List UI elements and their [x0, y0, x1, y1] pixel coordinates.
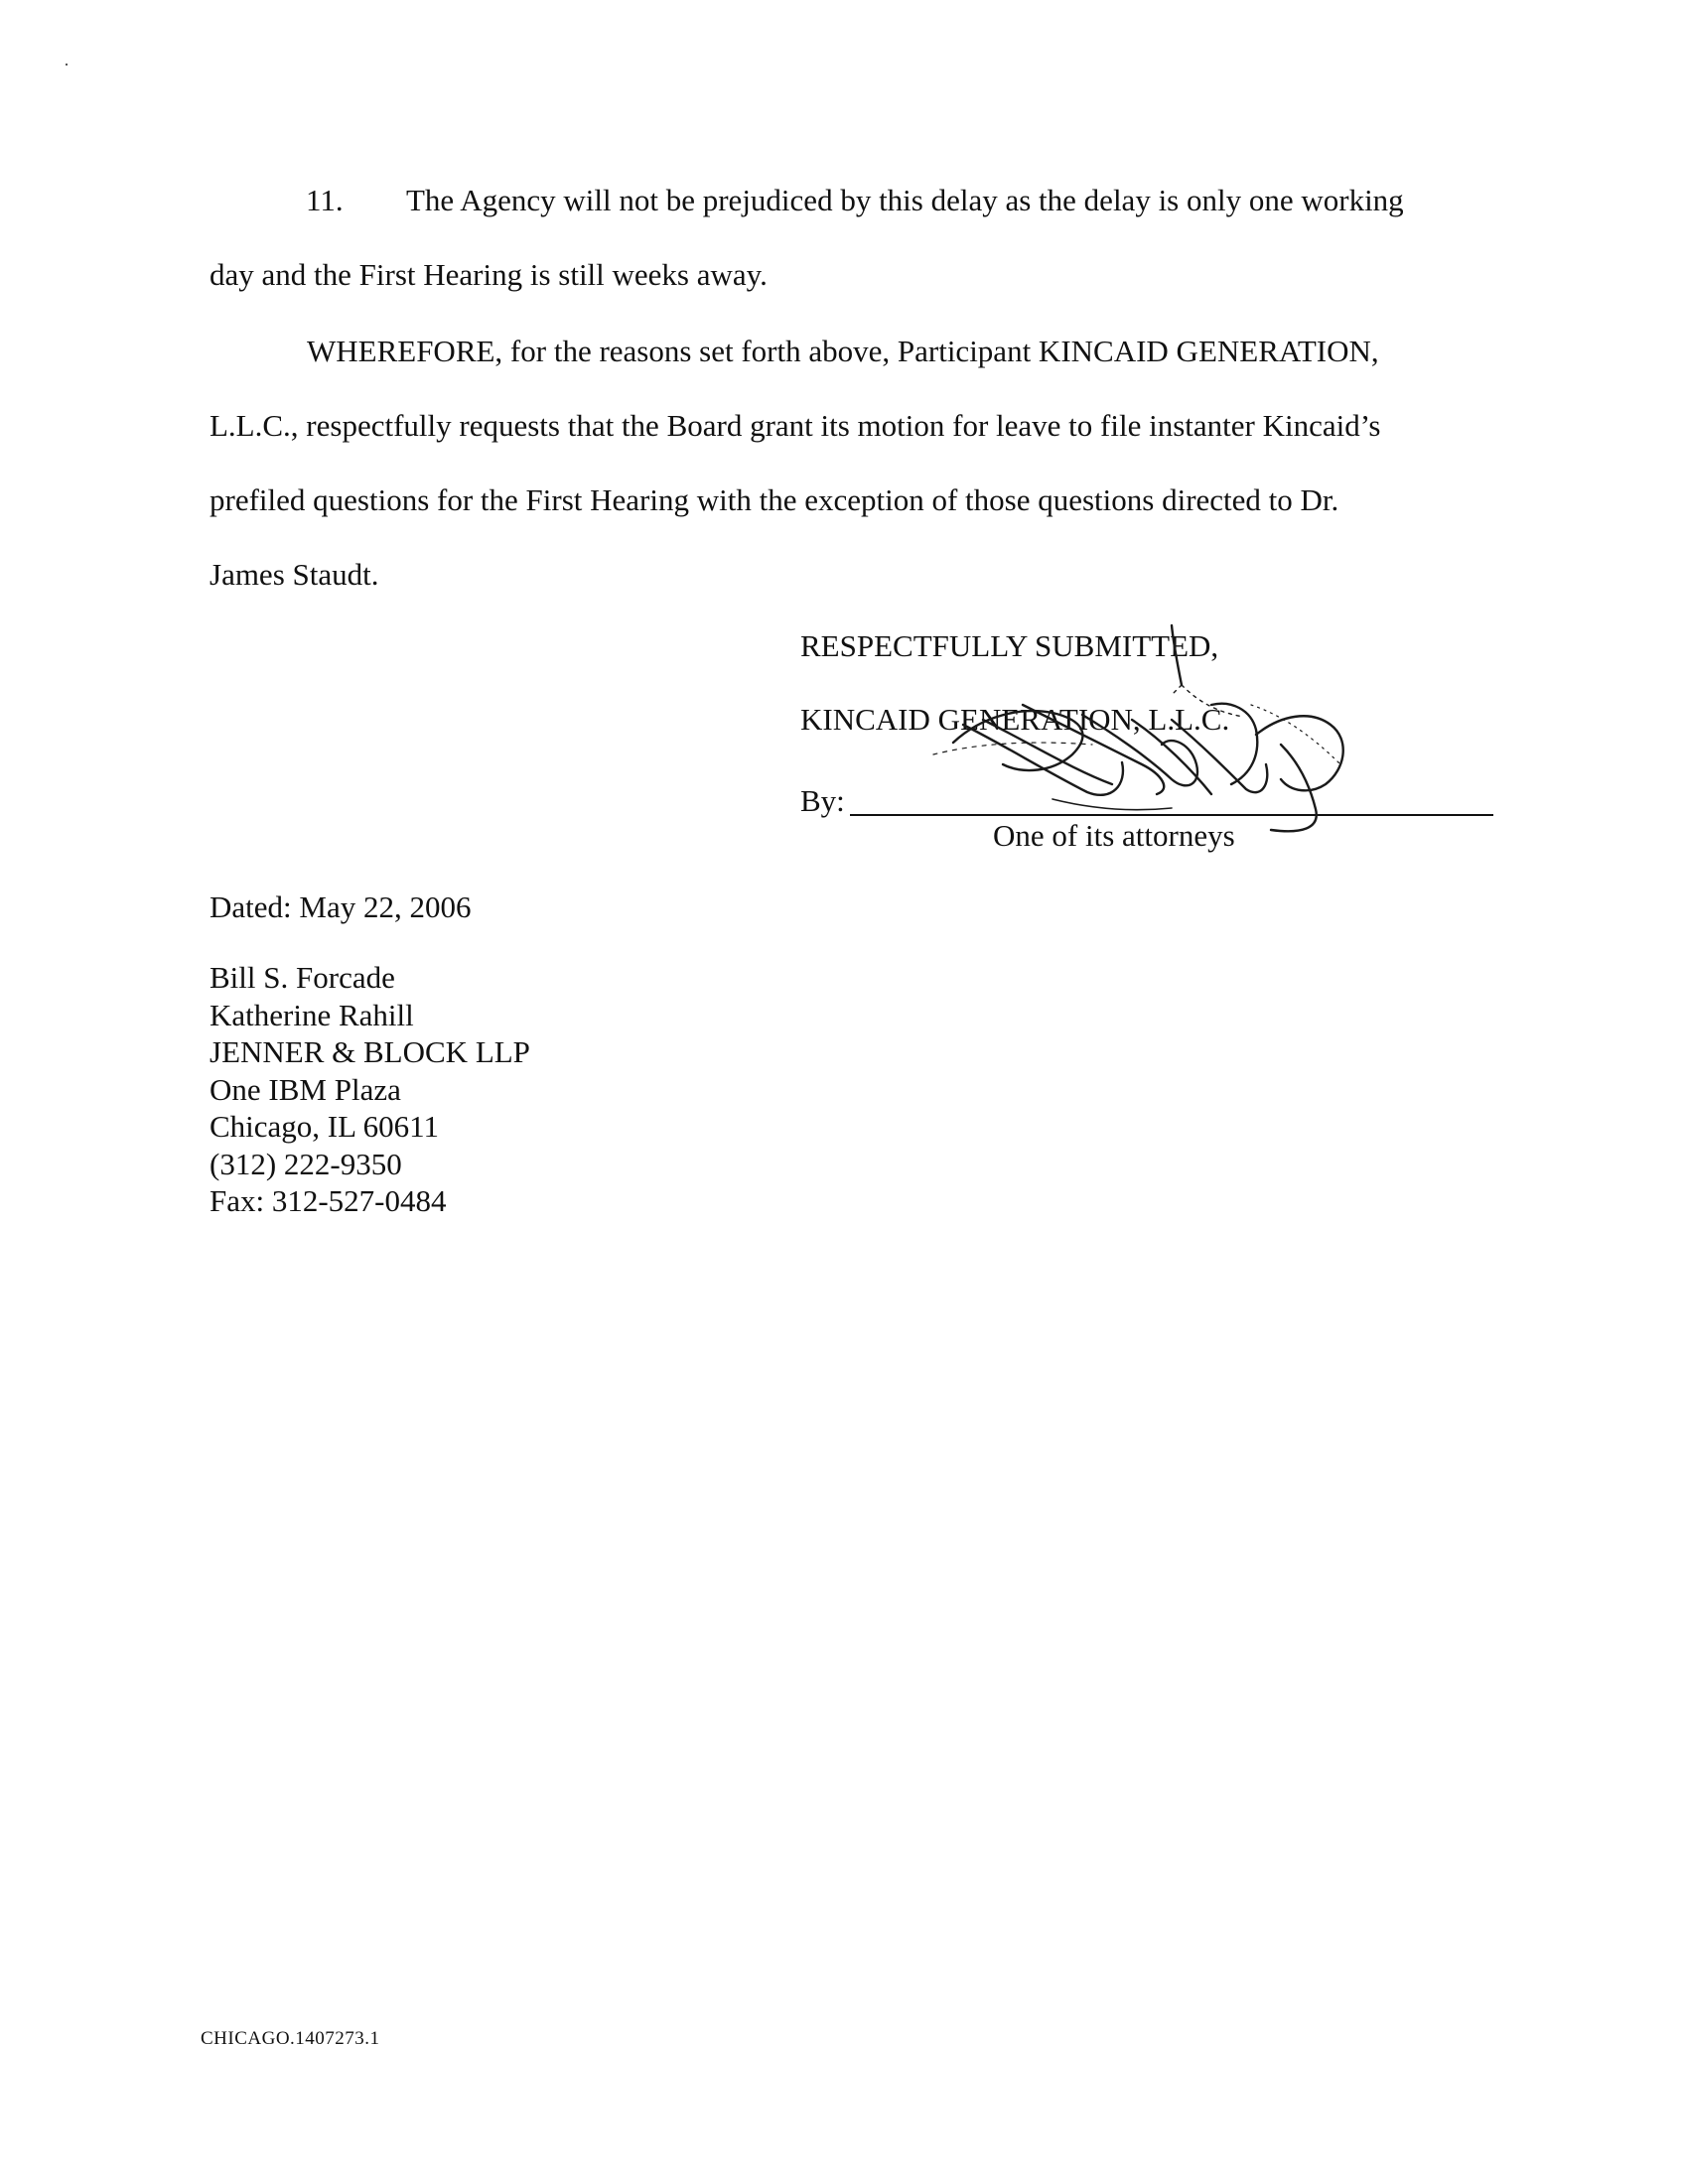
law-firm: JENNER & BLOCK LLP	[210, 1034, 530, 1069]
closing-salutation: RESPECTFULLY SUBMITTED,	[800, 628, 1219, 663]
paragraph-11-line-1: The Agency will not be prejudiced by this delay as the delay is only one working	[406, 183, 1404, 217]
document-id: CHICAGO.1407273.1	[201, 2028, 380, 2049]
scan-speck	[66, 64, 68, 66]
paragraph-number: 11.	[306, 183, 344, 217]
phone-number: (312) 222-9350	[210, 1146, 402, 1181]
wherefore-line-2: L.L.C., respectfully requests that the Board grant its motion for leave to file instanter Kincaid’s	[210, 408, 1381, 443]
counsel-name-2: Katherine Rahill	[210, 997, 414, 1032]
wherefore-line-3: prefiled questions for the First Hearing with the exception of those questions directed to Dr.	[210, 482, 1339, 517]
counsel-name-1: Bill S. Forcade	[210, 960, 395, 995]
wherefore-line-1: WHEREFORE, for the reasons set forth above, Participant KINCAID GENERATION,	[307, 334, 1379, 368]
party-name: KINCAID GENERATION, L.L.C.	[800, 702, 1230, 737]
wherefore-line-4: James Staudt.	[210, 557, 379, 592]
street-address: One IBM Plaza	[210, 1071, 401, 1107]
paragraph-11-line-2: day and the First Hearing is still weeks away.	[210, 257, 768, 292]
fax-number: Fax: 312-527-0484	[210, 1183, 447, 1218]
by-label: By:	[800, 783, 845, 818]
attorney-caption: One of its attorneys	[993, 818, 1235, 853]
date-line: Dated: May 22, 2006	[210, 889, 472, 924]
counsel-address	[210, 959, 530, 1220]
city-state-zip: Chicago, IL 60611	[210, 1109, 440, 1144]
handwritten-signature	[874, 596, 1390, 854]
